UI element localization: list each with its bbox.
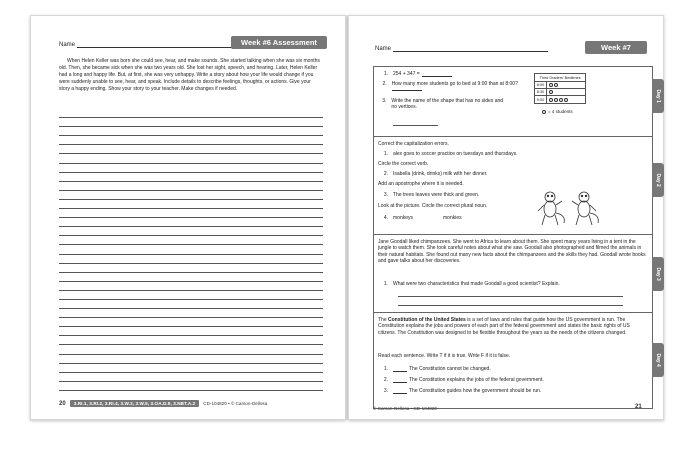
left-page	[30, 15, 346, 420]
writing-line[interactable]	[59, 191, 323, 200]
week-banner: Week #6 Assessment	[231, 36, 327, 49]
day2-q2: 2. Isabella (drink, drinks) milk with her dinner.	[383, 171, 488, 177]
answer-blank[interactable]	[393, 377, 407, 383]
writing-line[interactable]	[59, 255, 323, 264]
tab-day-4[interactable]: Day 4	[652, 343, 664, 377]
right-footer	[373, 406, 437, 411]
answer-line[interactable]	[422, 71, 452, 77]
writing-line[interactable]	[59, 236, 323, 245]
name-line[interactable]	[77, 42, 232, 48]
writing-line[interactable]	[59, 154, 323, 163]
graph-row	[535, 96, 585, 103]
smiley-icon	[549, 98, 553, 102]
writing-line[interactable]	[59, 345, 323, 354]
day2-q3: 3. The trees leaves were thick and green.	[383, 192, 480, 198]
graph-row	[535, 89, 585, 96]
day1-q3: 3. Write the name of the shape that has no sides and no vertices.	[382, 98, 504, 111]
day3-q1: 1. What were two characteristics that made Goodall a good scientist? Explain.	[383, 281, 560, 287]
answer-line[interactable]	[398, 305, 623, 306]
name-row	[59, 42, 232, 48]
page-number: 21	[635, 404, 642, 410]
writing-line[interactable]	[59, 373, 323, 382]
publisher-credit: © Carson-Dellosa • CD-104820	[373, 406, 437, 411]
graph-row-label: 8:00	[535, 82, 547, 88]
day2-q1: 1. alex goes to soccer practice on tuesdays and thursdays.	[383, 151, 518, 157]
week-banner: Week #7	[585, 41, 647, 54]
smiley-icon	[542, 110, 546, 114]
tf-item: 3. The Constitution guides how the government should be run.	[383, 388, 542, 394]
day-3-section	[374, 235, 662, 313]
name-label: Name	[59, 42, 76, 48]
graph-title: Third Graders' Bedtimes	[535, 74, 585, 82]
writing-line[interactable]	[59, 273, 323, 282]
page-number: 20	[59, 400, 66, 407]
bedtimes-pictograph	[534, 73, 586, 104]
tf-item: 2. The Constitution explains the jobs of the federal government.	[383, 377, 544, 383]
left-footer	[59, 400, 267, 407]
smiley-icon	[554, 83, 558, 87]
writing-line[interactable]	[59, 173, 323, 182]
writing-line[interactable]	[59, 264, 323, 273]
answer-line[interactable]	[393, 125, 438, 126]
writing-line[interactable]	[59, 109, 323, 118]
writing-line[interactable]	[59, 218, 323, 227]
right-page	[348, 15, 664, 420]
smiley-icon	[549, 83, 553, 87]
tf-item: 1. The Constitution cannot be changed.	[383, 366, 491, 372]
writing-line[interactable]	[59, 164, 323, 173]
writing-line[interactable]	[59, 336, 323, 345]
passage: Jane Goodall liked chimpanzees. She went to Africa to learn about them. She spent many years living in a tent in the jungle to watch them. She took careful notes about what she saw. Goodall also photographed and filmed the animals in their natural habitats. She found out many new facts about the chimpanzees and the skills they had. Goodall wrote books and gave talks about her discoveries.	[378, 239, 646, 264]
smiley-icon	[559, 98, 563, 102]
day-4-section	[374, 313, 662, 410]
writing-line[interactable]	[59, 309, 323, 318]
right-page-number-wrap	[635, 404, 642, 410]
day-2-section	[374, 137, 662, 235]
writing-line[interactable]	[59, 127, 323, 136]
writing-line[interactable]	[59, 227, 323, 236]
graph-row-label: 8:30	[535, 89, 547, 95]
writing-line[interactable]	[59, 136, 323, 145]
writing-line[interactable]	[59, 209, 323, 218]
tab-day-3[interactable]: Day 3	[652, 257, 664, 291]
monkeys-illustration	[536, 189, 606, 229]
name-label: Name	[375, 46, 392, 52]
writing-line[interactable]	[59, 327, 323, 336]
day2-q4: 4. monkeys monkies	[383, 215, 462, 221]
standards-bar: 3.RI.1, 3.RI.2, 3.RI.4, 3.W.3, 3.W.5, 3.OA.D.9, 3.NBT.A.2	[70, 400, 200, 407]
writing-line[interactable]	[59, 200, 323, 209]
answer-blank[interactable]	[393, 388, 407, 394]
answer-blank[interactable]	[393, 366, 407, 372]
graph-key: = 4 students	[542, 109, 573, 115]
writing-prompt: When Helen Keller was born she could see, hear, and make sounds. She started talking when she was six months old. Then, she became sick when she was two years old. She lost her sight, speech, and hearing. Later, Helen Keller had a long and happy life. But, at first, she was very unhappy. Write a story about how your life would change if you were suddenly unable to see, hear, and speak. Include details to describe feelings, thoughts, or actions. Give your story a happy ending. Show your story to your teacher. Make changes if needed.	[59, 58, 320, 92]
smiley-icon	[549, 90, 553, 94]
writing-line[interactable]	[59, 182, 323, 191]
day1-q1: 1. 254 + 347 =	[378, 71, 452, 77]
writing-line[interactable]	[59, 355, 323, 364]
graph-row-label: 9:00	[535, 96, 547, 103]
publisher-credit: CD-104820 • © Carson-Dellosa	[203, 401, 268, 406]
instruction: Add an apostrophe where it is needed.	[378, 181, 464, 187]
choice-monkies[interactable]: monkies	[443, 215, 462, 221]
passage: The Constitution of the United States is a set of laws and rules that guide how the US government is run. The Constitution explains the jobs and powers of each part of the federal government and states the basic rights of US citizens. The Constitution was designed to be flexible throughout the years as the needs of the citizens changed.	[378, 317, 630, 336]
day1-q2: 2. How many more students go to bed at 9:00 than at 8:00?	[378, 81, 528, 94]
instruction: Correct the capitalization errors.	[378, 141, 449, 147]
tab-day-1[interactable]: Day 1	[652, 79, 664, 113]
writing-line[interactable]	[59, 382, 323, 391]
choice-monkeys[interactable]: monkeys	[393, 215, 414, 221]
answer-line[interactable]	[398, 296, 623, 297]
answer-line[interactable]	[392, 90, 422, 91]
instruction: Circle the correct verb.	[378, 161, 429, 167]
smiley-icon	[564, 98, 568, 102]
writing-line[interactable]	[59, 118, 323, 127]
daily-sections	[373, 66, 662, 409]
name-line[interactable]	[393, 46, 548, 52]
day-1-section	[374, 67, 662, 137]
writing-line[interactable]	[59, 300, 323, 309]
writing-line[interactable]	[59, 318, 323, 327]
instruction: Read each sentence. Write T if it is true. Write F if it is false.	[378, 353, 511, 359]
writing-lines[interactable]	[59, 109, 323, 391]
writing-line[interactable]	[59, 245, 323, 254]
writing-line[interactable]	[59, 291, 323, 300]
smiley-icon	[554, 98, 558, 102]
writing-line[interactable]	[59, 364, 323, 373]
instruction: Look at the picture. Circle the correct plural noun.	[378, 203, 488, 209]
name-row	[375, 46, 548, 52]
writing-line[interactable]	[59, 282, 323, 291]
tab-day-2[interactable]: Day 2	[652, 163, 664, 197]
writing-line[interactable]	[59, 145, 323, 154]
